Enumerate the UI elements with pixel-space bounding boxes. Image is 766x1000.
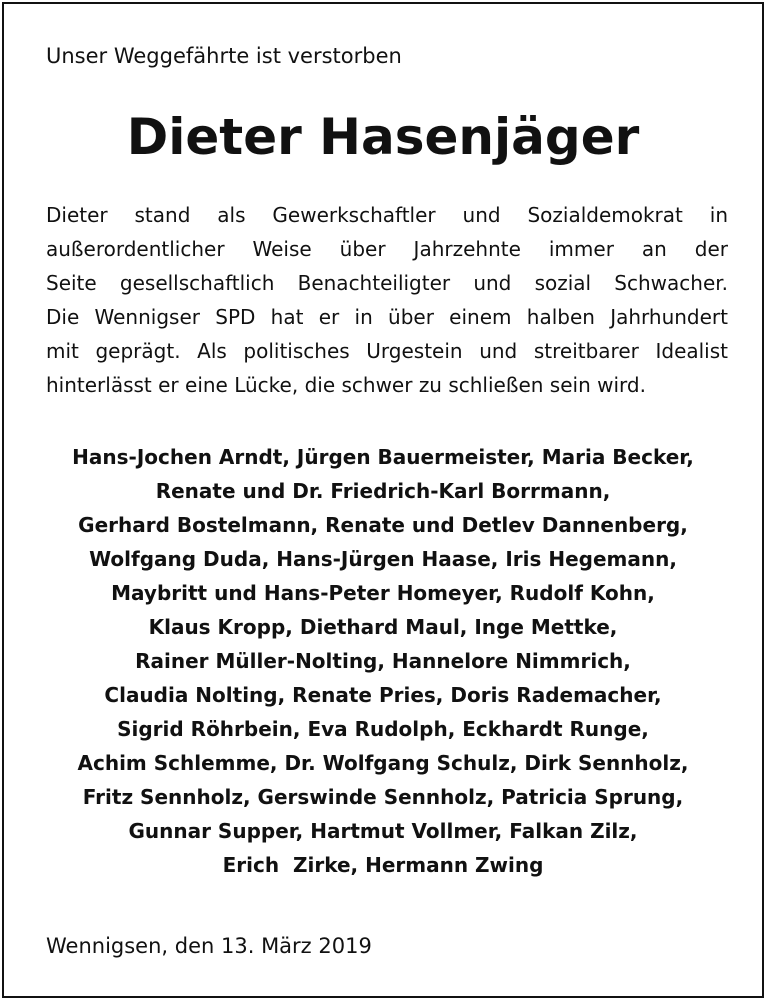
tribute-line: Die Wennigser SPD hat er in über einem halben Jahrhundert — [46, 305, 728, 329]
obituary-notice — [2, 2, 764, 998]
signatory-line: Claudia Nolting, Renate Pries, Doris Rademacher, — [104, 683, 662, 707]
tribute-line: außerordentlicher Weise über Jahrzehnte immer an der — [46, 237, 728, 261]
signatory-line: Renate und Dr. Friedrich-Karl Borrmann, — [155, 479, 611, 503]
signatory-line: Sigrid Röhrbein, Eva Rudolph, Eckhardt Runge, — [117, 717, 649, 741]
tribute-line: Dieter stand als Gewerkschaftler und Sozialdemokrat in — [46, 203, 728, 227]
signatory-line: Maybritt und Hans-Peter Homeyer, Rudolf Kohn, — [111, 581, 655, 605]
deceased-name: Dieter Hasenjäger — [126, 108, 640, 166]
signatory-line: Erich Zirke, Hermann Zwing — [222, 853, 544, 877]
tribute-text — [46, 198, 728, 402]
intro-line: Unser Weggefährte ist verstorben — [46, 44, 402, 68]
signatory-line: Gerhard Bostelmann, Renate und Detlev Dannenberg, — [78, 513, 688, 537]
signatory-line: Gunnar Supper, Hartmut Vollmer, Falkan Zilz, — [128, 819, 638, 843]
tribute-line: hinterlässt er eine Lücke, die schwer zu schließen sein wird. — [46, 373, 646, 397]
signatories-list — [4, 440, 762, 882]
signatory-line: Wolfgang Duda, Hans-Jürgen Haase, Iris Hegemann, — [89, 547, 677, 571]
place-date: Wennigsen, den 13. März 2019 — [46, 934, 372, 958]
signatory-line: Achim Schlemme, Dr. Wolfgang Schulz, Dirk Sennholz, — [77, 751, 689, 775]
tribute-line: mit geprägt. Als politisches Urgestein und streitbarer Idealist — [46, 339, 728, 363]
tribute-line: Seite gesellschaftlich Benachteiligter und sozial Schwacher. — [46, 271, 728, 295]
signatory-line: Fritz Sennholz, Gerswinde Sennholz, Patricia Sprung, — [82, 785, 684, 809]
signatory-line: Hans-Jochen Arndt, Jürgen Bauermeister, Maria Becker, — [72, 445, 694, 469]
signatory-line: Klaus Kropp, Diethard Maul, Inge Mettke, — [148, 615, 618, 639]
signatory-line: Rainer Müller-Nolting, Hannelore Nimmrich, — [135, 649, 631, 673]
